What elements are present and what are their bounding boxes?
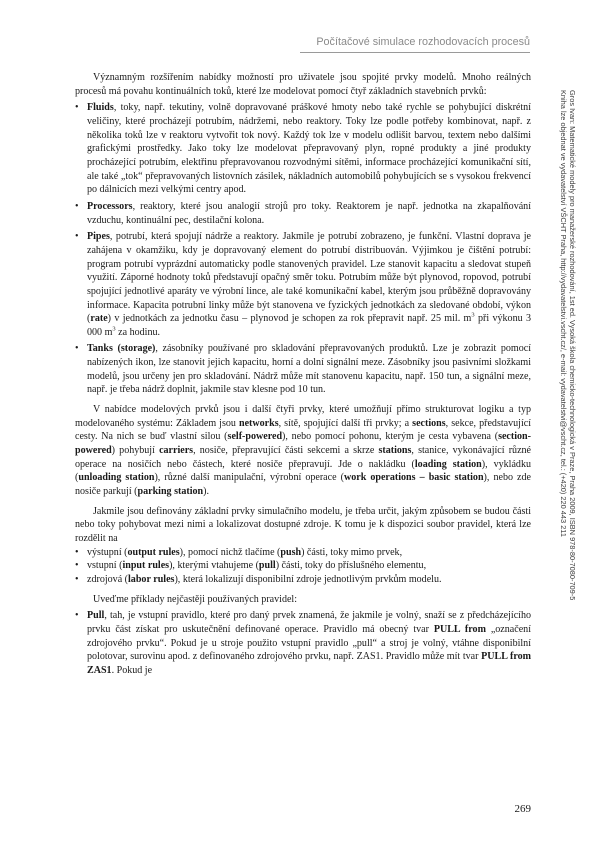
formula-pull-from-zas1: PULL from ZAS1 xyxy=(87,651,531,676)
page-number: 269 xyxy=(514,803,531,815)
text-run: ), nebo pomocí pohonu, kterým je cesta vybavena ( xyxy=(282,431,499,443)
list-item-input-rules xyxy=(75,559,531,573)
pipes-description-a: , potrubí, která spojují nádrže a reaktory. Jakmile je potrubí zobrazeno, je funkční. Vlastní doprava je zahájena v okamžiku, kdy je dopravovaný element do potrubí distribuován. Výjimkou je čištění potrubí: program potrubí vyprázdní automaticky podle stanovených pravidel. Lze stanovit kapacitu a sledovat stupeň využití. Záporné hodnoty toků představují opačný směr toku. Potrubím může být plynovod, ropovod, potrubí spojující jednotlivé aparáty ve výrobní lince, ale také komunikační kabel, kterým jsou průběžně dopravovány informace. Kapacita potrubní linky může být stanovena ve fyzických jednotkách za sledované období, výkon ( xyxy=(87,231,531,325)
text-run: ), která lokalizují disponibilní zdroje jednotlivým prvkům modelu. xyxy=(174,573,442,585)
list-item-labor-rules xyxy=(75,573,531,587)
text-run: . Pokud je xyxy=(111,664,153,676)
text-run: ) části, toky mimo prvek, xyxy=(301,546,403,558)
body-text xyxy=(75,71,531,678)
term-pull-rule: Pull xyxy=(87,610,105,622)
text-run: ) pohybují xyxy=(111,445,160,457)
term-sections: sections xyxy=(412,417,446,429)
term-carriers: carriers xyxy=(159,445,194,457)
list-item-fluids xyxy=(75,101,531,197)
term-tanks: Tanks (storage) xyxy=(87,343,156,355)
rules-intro-paragraph: Jakmile jsou definovány základní prvky simulačního modelu, je třeba určit, jakým způsobem se budou části nebo toky pohybovat mezi nimi a lokalizovat dostupné zdroje. K tomu je k dispozici soubor pravidel, která lze rozdělit na xyxy=(75,505,531,544)
term-processors: Processors xyxy=(87,200,133,212)
term-input-rules: input rules xyxy=(122,560,170,572)
term-fluids: Fluids xyxy=(87,102,114,114)
examples-intro-paragraph: Uveďme příklady nejčastěji používaných pravidel: xyxy=(93,593,298,605)
text-run: výstupní ( xyxy=(87,546,128,558)
formula-pull-from: PULL from xyxy=(433,623,486,635)
text-run: , tah, je vstupní pravidlo, které pro daný prvek znamená, že jakmile je volný, snaží se z předcházejícího prvku část získat pro uskutečnění definované operace. Pravidlo má obecný tvar xyxy=(87,610,531,635)
list-item-tanks xyxy=(75,342,531,397)
copyright-sidenote xyxy=(558,90,579,601)
text-run: ) části, toky do příslušného elementu, xyxy=(275,560,427,572)
pipes-description-b: ) v jednotkách za jednotku času – plynovod je schopen za rok přepravit např. 25 mil. m xyxy=(107,313,472,325)
text-run: vstupní ( xyxy=(87,560,123,572)
sidenote-ordering-info: Kniha lze objednat ve vydavatelství VŠCHT Praha, http://vydavatelstvi.vscht.cz/, e-mail: vydavatelstvi@vscht.cz, tel.: (+420) 220 443 211 xyxy=(558,90,568,537)
continuous-elements-list xyxy=(75,101,531,397)
text-run: , stanice, vykonávající různé operace na nosičích nebo částech, které nosiče přepravují. Jde o nakládku ( xyxy=(75,445,532,470)
running-header: Počítačové simulace rozhodovacích procesů xyxy=(316,36,530,48)
fluids-description: , toky, např. tekutiny, volně dopravované práškové hmoty nebo také rychle se pohybující diskrétní veličiny, které procházejí potrubím, nádržemi, nebo reaktory. Toky lze podle potřeby kombinovat, např. z několika toků lze v reaktoru vytvořit tok nový. Každý tok lze v modelu odlišit barvou, textem nebo dalšími grafickými prostředky. Jako toky lze modelovat přepravovaný plyn, ropné produkty a jiné produkty procházející potrubím, elektřinu přepravovanou rozvodnými sítěmi, informace procházející komunikační sítí, ale také „tok“ přepravovaných listovních zásilek, nákladních automobilů pohybujících se s vysokou frekvencí po dálnicích mezi velkými centry apod. xyxy=(87,102,531,196)
processors-description: , reaktory, které jsou analogií strojů pro toky. Reaktorem je např. jednotka na zkapalňování vzduchu, kontinuální pec, destilační kolona. xyxy=(87,200,531,226)
term-self-powered: self-powered xyxy=(227,431,283,443)
superscript: 3 xyxy=(112,325,116,333)
text-run: ), různé další manipulační, výrobní operace ( xyxy=(154,472,344,484)
term-pipes: Pipes xyxy=(87,231,110,243)
text-run: zdrojová ( xyxy=(87,573,129,585)
text-run: , sítě, spojující další tři prvky; a xyxy=(278,417,413,429)
text-run: V nabídce modelových prvků jsou i další čtyři prvky, které umožňují přímo strukturovat logiku a typ modelovaného systému: Základem jsou xyxy=(75,404,531,429)
term-loading-station: loading station xyxy=(414,458,482,470)
text-run: ), kterými vtahujeme ( xyxy=(169,560,259,572)
text-run: ), pomocí nichž tlačíme ( xyxy=(179,546,281,558)
term-section-powered: section-powered xyxy=(75,431,531,457)
superscript: 3 xyxy=(471,311,475,319)
term-work-operations: work operations – basic station xyxy=(343,472,484,484)
term-output-rules: output rules xyxy=(127,546,180,558)
list-item-pipes xyxy=(75,230,531,339)
rule-types-list xyxy=(75,546,531,587)
term-unloading-station: unloading station xyxy=(78,472,155,484)
text-run: ). xyxy=(203,486,209,498)
text-run: , sekce, představující cesty. Na nich se buď vlastní silou ( xyxy=(75,417,531,443)
term-stations: stations xyxy=(378,445,412,457)
term-parking-station: parking station xyxy=(137,486,204,498)
term-labor-rules: labor rules xyxy=(128,573,175,585)
discrete-elements-paragraph xyxy=(75,403,531,499)
term-push: push xyxy=(280,546,302,558)
intro-paragraph: Významným rozšířením nabídky možností pro uživatele jsou spojité prvky modelů. Mnoho reálných procesů má povahu kontinuálních toků, které lze modelovat pomocí čtyř základních stavebních prvků: xyxy=(75,72,531,97)
tanks-description: , zásobníky používané pro skladování přepravovaných produktů. Lze je zobrazit pomocí nabízených ikon, lze stanovit jejich kapacitu, horní a dolní signální meze. Zásobníky jsou pasivními složkami modelů, jsou určeny jen pro skladování. Nádrž může mít stanovenu kapacitu, např. 150 tun, a signální meze, např. je třeba nádrž doplnit, jakmile stav klesne pod 10 tun. xyxy=(87,343,531,396)
header-rule xyxy=(300,52,530,53)
pipes-description-c: při výkonu 3 000 m xyxy=(87,313,531,338)
rule-examples-list xyxy=(75,609,531,677)
text-run: , nosiče, přepravující části sekcemi a skrze xyxy=(193,445,379,457)
term-pull: pull xyxy=(258,560,276,572)
text-run: ), nebo zde nosiče parkují ( xyxy=(75,472,531,498)
term-networks: networks xyxy=(238,417,279,429)
text-run: ), vykládku ( xyxy=(75,458,531,484)
sidenote-citation: Gros Ivan: Matematické modely pro manažerské rozhodování, 1st ed. Vysoká škola chemicko-technologická v Praze, Praha 2009, ISBN 978-80-7080-709-5 xyxy=(568,90,577,601)
term-rate: rate xyxy=(90,313,108,325)
text-run: „označení zdrojového prvku“. Pokud je u stroje použito vstupní pravidlo „pull“ a stroj je volný, vtáhne disponibilní polotovar, surovinu apod. z definovaného zdrojového prvku, např. ZAS1. Pravidlo může mít tvar xyxy=(87,623,531,663)
list-item-output-rules xyxy=(75,546,531,560)
list-item-pull-rule xyxy=(75,609,531,677)
pipes-description-d: za hodinu. xyxy=(115,326,161,338)
list-item-processors xyxy=(75,200,531,227)
